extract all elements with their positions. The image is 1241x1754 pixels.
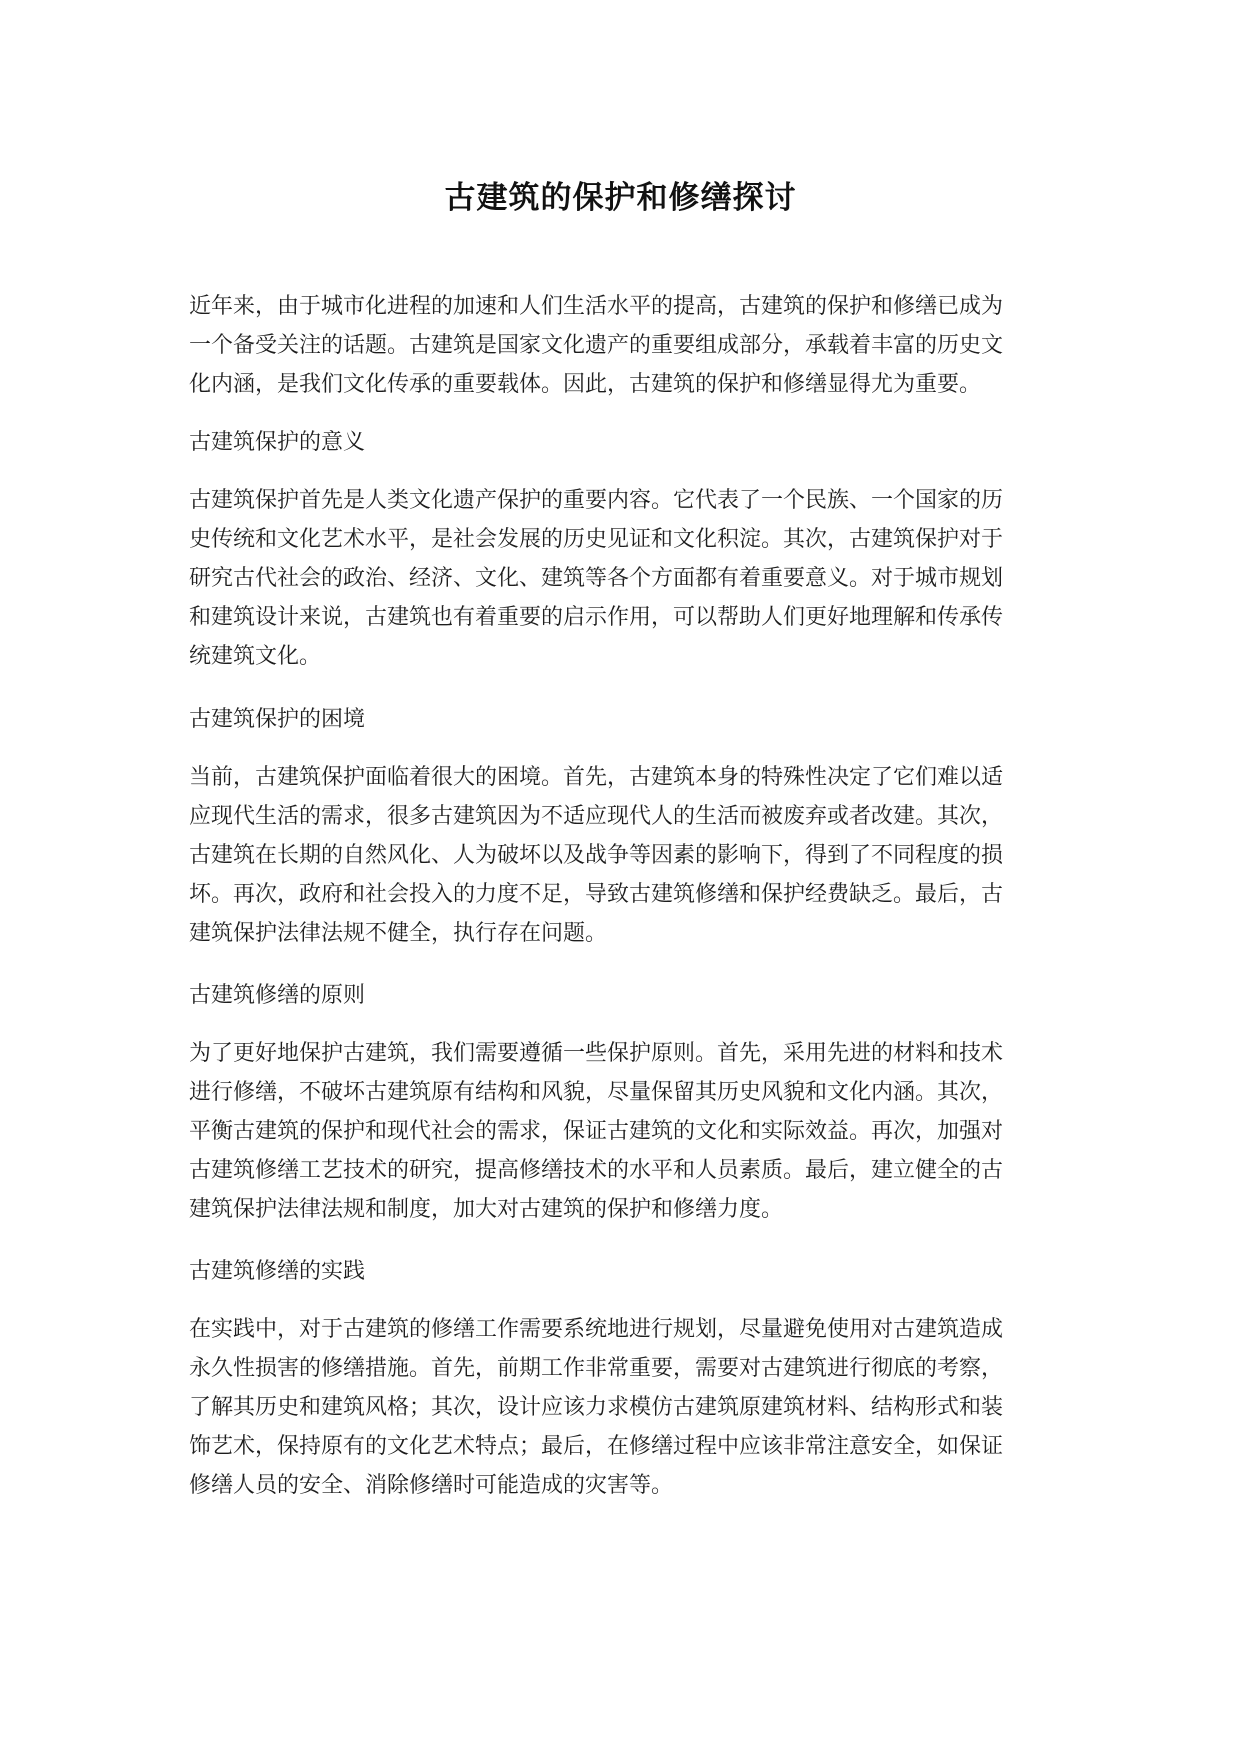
paragraph-line: 一个备受关注的话题。古建筑是国家文化遗产的重要组成部分，承载着丰富的历史文 [189,333,1004,358]
document-title: 古建筑的保护和修缮探讨 [444,180,797,216]
section-heading-significance: 古建筑保护的意义 [189,430,366,455]
paragraph-line: 近年来，由于城市化进程的加速和人们生活水平的提高，古建筑的保护和修缮已成为 [189,294,1004,319]
section-heading-practice: 古建筑修缮的实践 [189,1259,366,1284]
paragraph-line: 史传统和文化艺术水平，是社会发展的历史见证和文化积淀。其次，古建筑保护对于 [189,527,1004,552]
paragraph-line: 了解其历史和建筑风格；其次，设计应该力求模仿古建筑原建筑材料、结构形式和装 [189,1395,1004,1420]
paragraph-line: 研究古代社会的政治、经济、文化、建筑等各个方面都有着重要意义。对于城市规划 [189,566,1004,591]
paragraph-line: 永久性损害的修缮措施。首先，前期工作非常重要，需要对古建筑进行彻底的考察， [189,1356,1004,1381]
paragraph-line: 建筑保护法律法规和制度，加大对古建筑的保护和修缮力度。 [189,1197,784,1222]
paragraph-line: 古建筑保护首先是人类文化遗产保护的重要内容。它代表了一个民族、一个国家的历 [189,488,1004,513]
paragraph-line: 进行修缮，不破坏古建筑原有结构和风貌，尽量保留其历史风貌和文化内涵。其次， [189,1080,1004,1105]
paragraph-line: 饰艺术，保持原有的文化艺术特点；最后，在修缮过程中应该非常注意安全，如保证 [189,1434,1004,1459]
section-heading-principles: 古建筑修缮的原则 [189,983,366,1008]
paragraph-line: 化内涵，是我们文化传承的重要载体。因此，古建筑的保护和修缮显得尤为重要。 [189,372,982,397]
section-paragraph-difficulties [189,758,1053,953]
paragraph-line: 当前，古建筑保护面临着很大的困境。首先，古建筑本身的特殊性决定了它们难以适 [189,765,1004,790]
paragraph-line: 建筑保护法律法规不健全，执行存在问题。 [189,921,608,946]
paragraph-line: 古建筑修缮工艺技术的研究，提高修缮技术的水平和人员素质。最后，建立健全的古 [189,1158,1004,1183]
paragraph-line: 坏。再次，政府和社会投入的力度不足，导致古建筑修缮和保护经费缺乏。最后，古 [189,882,1004,907]
intro-paragraph [189,287,1053,404]
paragraph-line: 为了更好地保护古建筑，我们需要遵循一些保护原则。首先，采用先进的材料和技术 [189,1041,1004,1066]
paragraph-line: 应现代生活的需求，很多古建筑因为不适应现代人的生活而被废弃或者改建。其次， [189,804,1004,829]
paragraph-line: 修缮人员的安全、消除修缮时可能造成的灾害等。 [189,1473,674,1498]
paragraph-line: 平衡古建筑的保护和现代社会的需求，保证古建筑的文化和实际效益。再次，加强对 [189,1119,1004,1144]
section-paragraph-principles [189,1034,1053,1229]
paragraph-line: 和建筑设计来说，古建筑也有着重要的启示作用，可以帮助人们更好地理解和传承传 [189,605,1004,630]
paragraph-line: 在实践中，对于古建筑的修缮工作需要系统地进行规划，尽量避免使用对古建筑造成 [189,1317,1004,1342]
section-paragraph-practice [189,1310,1053,1505]
paragraph-line: 统建筑文化。 [189,644,322,669]
section-heading-difficulties: 古建筑保护的困境 [189,707,366,732]
section-paragraph-significance [189,481,1053,676]
paragraph-line: 古建筑在长期的自然风化、人为破坏以及战争等因素的影响下，得到了不同程度的损 [189,843,1004,868]
